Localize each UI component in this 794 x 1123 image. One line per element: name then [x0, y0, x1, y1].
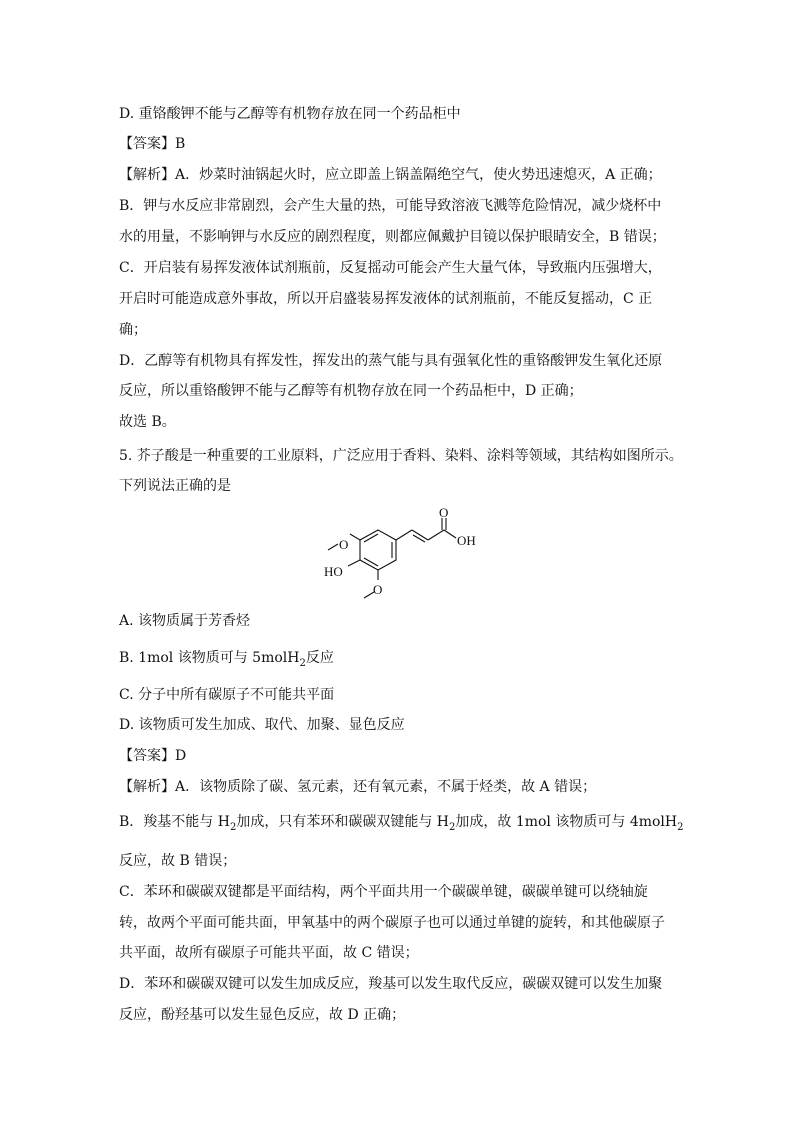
q4-answer: 【答案】B: [119, 136, 186, 152]
q4-analysis-line: 确；: [119, 322, 147, 338]
q5-analysis-c: C．苯环和碳碳双键都是平面结构，两个平面共用一个碳碳单键，碳碳单键可以绕轴旋: [119, 884, 648, 900]
analysis-b-text: 加成，故 1mol 该物质可与 4mol: [455, 814, 665, 830]
q5-option-b-text: B. 1mol 该物质可与 5mol: [119, 650, 288, 666]
q5-analysis-d: 反应，酚羟基可以发生显色反应，故 D 正确；: [119, 1007, 406, 1023]
hydroxy-label: HO: [324, 564, 343, 579]
q4-analysis-line: 反应，所以重铬酸钾不能与乙醇等有机物存放在同一个药品柜中，D 正确；: [119, 383, 583, 399]
h2-subscript: 2: [229, 821, 237, 833]
methoxy-top-oxygen-label: O: [339, 537, 349, 552]
h2-subscript: 2: [677, 821, 684, 833]
q5-option-c: C. 分子中所有碳原子不可能共平面: [119, 687, 335, 703]
q5-analysis-b: [119, 813, 684, 837]
analysis-b-text: B．羧基不能与 H: [119, 814, 230, 830]
q4-analysis-line: 开启时可能造成意外事故，所以开启盛装易挥发液体的试剂瓶前，不能反复摇动，C 正: [119, 291, 653, 307]
q4-option-d: D. 重铬酸钾不能与乙醇等有机物存放在同一个药品柜中: [119, 106, 461, 122]
q4-analysis-line: 水的用量，不影响钾与水反应的剧烈程度，则都应佩戴护目镜以保护眼睛安全，B 错误；: [119, 229, 666, 245]
q5-option-a: A. 该物质属于芳香烃: [119, 613, 251, 629]
q4-analysis-line: B．钾与水反应非常剧烈，会产生大量的热，可能导致溶液飞溅等危险情况，减少烧杯中: [119, 198, 662, 214]
q4-analysis-line: 【解析】A．炒菜时油锅起火时，应立即盖上锅盖隔绝空气，使火势迅速熄灭，A 正确；: [119, 167, 662, 183]
analysis-b-text: 加成，只有苯环和碳碳双键能与 H: [236, 814, 449, 830]
q4-analysis-line: D．乙醇等有机物具有挥发性，挥发出的蒸气能与具有强氧化性的重铬酸钾发生氧化还原: [119, 353, 663, 369]
h2-formula: H: [287, 650, 300, 666]
h2-formula: H: [664, 814, 678, 830]
q4-analysis-line: C．开启装有易挥发液体试剂瓶前，反复摇动可能会产生大量气体，导致瓶内压强增大，: [119, 260, 662, 276]
h2-subscript: 2: [449, 821, 456, 833]
q4-analysis-line: 故选 B。: [119, 414, 176, 430]
carbonyl-oxygen-label: O: [439, 508, 449, 520]
acid-hydroxyl-label: OH: [457, 533, 476, 548]
q5-analysis-b-cont: 反应，故 B 错误；: [119, 853, 237, 869]
h2-subscript: 2: [299, 657, 306, 669]
methoxy-bottom-oxygen-label: O: [373, 582, 383, 597]
sinapic-acid-structure: [318, 508, 488, 603]
q5-option-d: D. 该物质可发生加成、取代、加聚、显色反应: [119, 717, 405, 733]
q5-option-b: [119, 649, 334, 673]
q5-analysis-c: 共平面，故所有碳原子可能共平面，故 C 错误；: [119, 945, 419, 961]
q5-analysis-d: D．苯环和碳碳双键可以发生加成反应，羧基可以发生取代反应，碳碳双键可以发生加聚: [119, 976, 663, 992]
q5-stem: 下列说法正确的是: [119, 478, 231, 494]
q5-stem: 5. 芥子酸是一种重要的工业原料，广泛应用于香料、染料、涂料等领域，其结构如图所示。: [119, 448, 683, 464]
q5-analysis-a: 【解析】A．该物质除了碳、氢元素，还有氧元素，不属于烃类，故 A 错误；: [119, 779, 597, 795]
q5-answer: 【答案】D: [119, 748, 187, 764]
q5-option-b-tail: 反应: [305, 650, 334, 666]
q5-analysis-c: 转，故两个平面可能共面，甲氧基中的两个碳原子也可以通过单键的旋转，和其他碳原子: [119, 915, 665, 931]
